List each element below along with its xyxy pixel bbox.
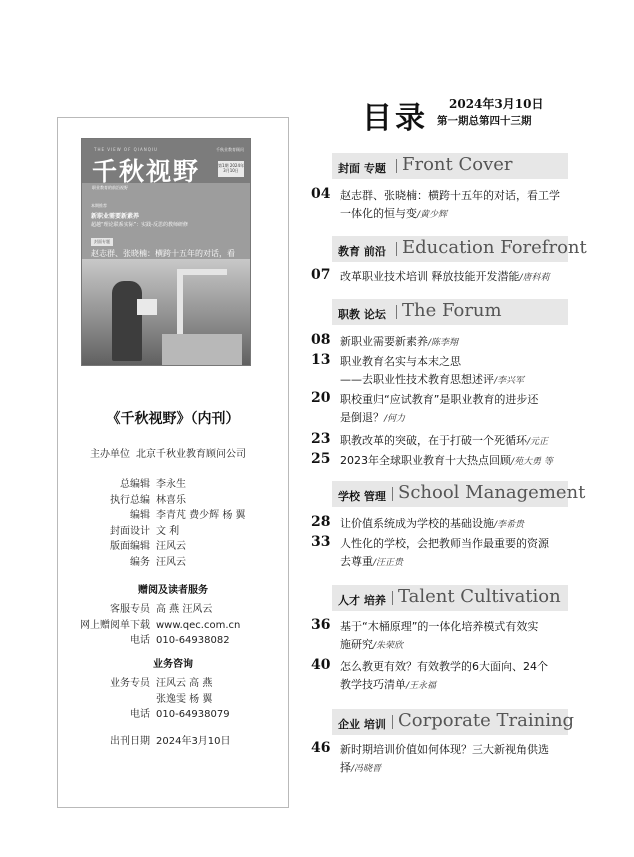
section-english-title: Talent Cultivation xyxy=(398,586,561,607)
info-row xyxy=(86,705,230,720)
article-author: /唐科莉 xyxy=(519,273,550,283)
article-page-number: 13 xyxy=(311,352,331,368)
section-band xyxy=(332,153,568,179)
cover-subtitle: 职业教育的前沿视野 xyxy=(92,185,128,190)
section-divider xyxy=(392,487,393,501)
article-title-line[interactable]: 赵志群、张晓楠：横跨十五年的对话，看工学 xyxy=(340,189,560,202)
info-row xyxy=(86,553,186,568)
section-category: 人才 培养 xyxy=(338,594,386,607)
info-label: 封面设计 xyxy=(110,525,150,537)
section-band xyxy=(332,585,568,611)
info-row xyxy=(66,616,240,631)
info-label: 版面编辑 xyxy=(110,541,150,552)
section-band xyxy=(332,236,587,262)
masthead-box xyxy=(57,117,289,808)
cover-thumbnail xyxy=(81,138,251,366)
article-page-number: 25 xyxy=(311,451,331,467)
article-title-line[interactable]: 施研究/朱荣欣 xyxy=(340,638,404,651)
sponsor-value: 北京千秋业教育顾问公司 xyxy=(136,449,246,460)
article-author: /李兴军 xyxy=(494,376,525,386)
cover-publisher: 千秋业教育顾问 xyxy=(216,147,244,152)
info-value: 张逸雯 杨 翼 xyxy=(156,693,213,705)
info-row xyxy=(86,690,212,705)
info-row xyxy=(66,631,230,646)
section-divider xyxy=(392,715,393,729)
info-value: 汪风云 xyxy=(156,556,186,568)
info-value: 010-64938079 xyxy=(156,709,230,720)
sponsor-label: 主办单位 xyxy=(90,449,130,460)
section-category: 学校 管理 xyxy=(338,490,386,503)
person-shape xyxy=(112,281,142,361)
article-page-number: 23 xyxy=(311,431,331,447)
info-value: 010-64938082 xyxy=(156,635,230,646)
article-author: /汪正贵 xyxy=(373,558,404,568)
info-value: 李青芃 费少辉 杨 翼 xyxy=(156,510,246,521)
info-value: 汪风云 高 燕 xyxy=(156,678,213,689)
article-author: /李希贵 xyxy=(494,520,525,530)
article-page-number: 07 xyxy=(311,267,331,283)
section-band xyxy=(332,481,586,507)
article-page-number: 08 xyxy=(311,332,331,348)
cover-headline: 新职业需要新素养 xyxy=(91,213,140,220)
section-category: 教育 前沿 xyxy=(338,245,386,258)
info-value: 文 利 xyxy=(156,525,180,537)
info-row xyxy=(66,600,212,615)
article-author: /黄少辉 xyxy=(417,210,448,220)
info-label: 编务 xyxy=(130,556,150,568)
article-title-line[interactable]: 基于“木桶原理”的一体化培养模式有效实 xyxy=(340,620,539,633)
sponsor-row xyxy=(86,445,246,460)
info-label: 电话 xyxy=(130,709,150,720)
article-title-line[interactable]: 职业教育名实与本末之思 xyxy=(340,355,461,368)
section-english-title: Front Cover xyxy=(402,154,513,175)
info-row xyxy=(86,674,212,689)
publish-date-value: 2024年3月10日 xyxy=(156,736,231,747)
article-author: /朱荣欣 xyxy=(373,641,404,651)
reader-service-title: 赠阅及读者服务 xyxy=(138,585,208,596)
cover-subheadline: 超越“理论联系实际”：实践-反思的教师研修 xyxy=(91,222,188,228)
toc-date: 2024年3月10日 xyxy=(449,97,544,111)
section-english-title: The Forum xyxy=(402,300,502,321)
article-title-line[interactable]: 一体化的恒与变/黄少辉 xyxy=(340,207,448,220)
article-title-line[interactable]: 职教改革的突破，在于打破一个死循环/元正 xyxy=(340,434,549,447)
cover-english-title: THE VIEW OF QIANQIU xyxy=(94,147,158,152)
article-author: /陈李翔 xyxy=(428,338,459,348)
info-label: 业务专员 xyxy=(110,678,150,689)
info-row xyxy=(86,522,179,537)
article-title-line[interactable]: 让价值系统成为学校的基础设施/李希贵 xyxy=(340,517,525,530)
article-title-line[interactable]: 是倒退？/何力 xyxy=(340,411,406,424)
publish-date-label: 出刊日期 xyxy=(110,736,150,747)
article-page-number: 46 xyxy=(311,740,331,756)
section-band xyxy=(332,709,575,735)
info-row xyxy=(86,475,186,490)
toc-title: 目录 xyxy=(362,101,428,136)
section-divider xyxy=(396,305,397,319)
info-label: 总编辑 xyxy=(120,479,150,490)
article-title-line[interactable]: 新职业需要新素养/陈李翔 xyxy=(340,335,459,348)
info-value: 林喜乐 xyxy=(156,494,186,506)
article-title-line[interactable]: 去尊重/汪正贵 xyxy=(340,555,404,568)
section-divider xyxy=(392,591,393,605)
section-english-title: Education Forefront xyxy=(402,237,587,258)
article-title-line[interactable]: 新时期培训价值如何体现？三大新视角供选 xyxy=(340,743,549,756)
article-title-line[interactable]: 职校重归“应试教育”是职业教育的进步还 xyxy=(340,393,539,406)
article-author: /何力 xyxy=(384,414,406,424)
article-author: /元正 xyxy=(527,437,549,447)
article-page-number: 04 xyxy=(311,186,331,202)
tablet-shape xyxy=(137,299,157,315)
publish-date-row xyxy=(86,732,231,747)
article-page-number: 36 xyxy=(311,617,331,633)
article-author: /冯晓晋 xyxy=(351,764,382,774)
info-value: 汪风云 xyxy=(156,541,186,552)
info-value: 李永生 xyxy=(156,479,186,490)
section-category: 封面 专题 xyxy=(338,162,386,175)
section-band xyxy=(332,299,568,325)
robot-arm-shape xyxy=(177,269,227,339)
section-divider xyxy=(396,242,397,256)
article-title-line[interactable]: 人性化的学校，会把教师当作最重要的资源 xyxy=(340,537,549,550)
section-category: 职教 论坛 xyxy=(338,308,386,321)
article-page-number: 20 xyxy=(311,390,331,406)
article-page-number: 40 xyxy=(311,657,331,673)
article-title-line[interactable]: ——去职业性技术教育思想述评/李兴军 xyxy=(340,373,525,386)
cover-issue-box: 第1期 2024年3月10日 xyxy=(218,161,244,177)
section-divider xyxy=(396,159,397,173)
cover-topic-tag: 封面专题 xyxy=(91,238,113,246)
article-title-line[interactable]: 2023年全球职业教育十大热点回顾/苑大勇 等 xyxy=(340,454,553,467)
section-english-title: Corporate Training xyxy=(398,710,575,731)
cover-logo: 千秋视野 xyxy=(92,157,201,186)
cover-recommend-label: 本期推荐 xyxy=(91,203,107,208)
info-label: 网上赠阅单下载 xyxy=(80,619,150,631)
info-label: 客服专员 xyxy=(110,604,150,615)
info-row xyxy=(86,537,186,552)
article-page-number: 28 xyxy=(311,514,331,530)
article-title-line[interactable]: 怎么教更有效？有效教学的6大面向、24个 xyxy=(340,660,548,673)
info-label: 编辑 xyxy=(130,510,150,521)
info-label: 电话 xyxy=(130,635,150,646)
article-author: /王永福 xyxy=(406,681,437,691)
article-page-number: 33 xyxy=(311,534,331,550)
toc-issue: 第一期总第四十三期 xyxy=(437,115,532,127)
magazine-title: 《千秋视野》（内刊） xyxy=(106,411,240,427)
info-row xyxy=(86,491,186,506)
article-title-line[interactable]: 择/冯晓晋 xyxy=(340,761,382,774)
boxes-shape xyxy=(162,334,242,366)
info-value: www.qec.com.cn xyxy=(156,619,241,631)
info-row xyxy=(86,506,246,521)
cover-photo xyxy=(82,259,250,366)
business-title: 业务咨询 xyxy=(153,659,193,670)
section-category: 企业 培训 xyxy=(338,718,386,731)
article-author: /苑大勇 等 xyxy=(511,457,553,467)
cover-feature-title: 赵志群、张晓楠：横跨十五年的对话，看 xyxy=(91,249,235,258)
info-label: 执行总编 xyxy=(110,494,150,506)
info-value: 高 燕 汪风云 xyxy=(156,604,213,615)
article-title-line[interactable]: 教学技巧清单/王永福 xyxy=(340,678,437,691)
section-english-title: School Management xyxy=(398,482,586,503)
article-title-line[interactable]: 改革职业技术培训 释放技能开发潜能/唐科莉 xyxy=(340,270,550,283)
